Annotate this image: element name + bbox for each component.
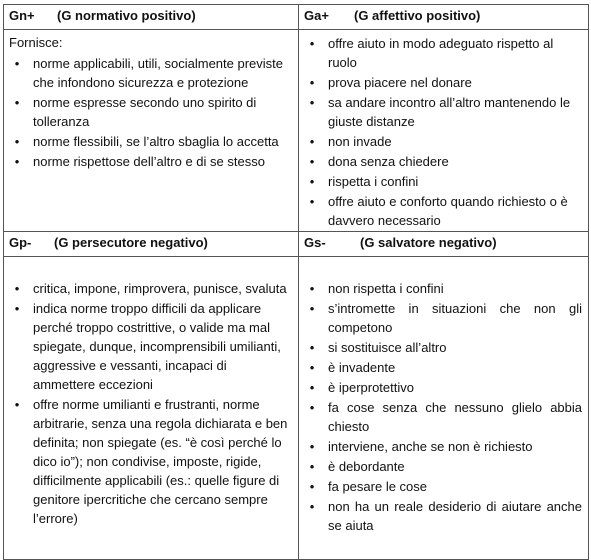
bullet-icon: •: [309, 459, 315, 474]
list-item: [304, 358, 582, 377]
code-gp: Gp-: [9, 235, 32, 250]
list-item-text: è debordante: [328, 459, 405, 474]
header-cell-gn: [4, 5, 299, 30]
list-item-text: fa cose senza che nessuno glielo abbia chiesto: [328, 400, 582, 434]
bullet-icon: •: [14, 56, 20, 71]
bullet-icon: •: [309, 340, 315, 355]
header-row-negative: [4, 232, 589, 257]
list-item: [304, 437, 582, 456]
list-item: [304, 73, 582, 92]
list-item: [304, 172, 582, 191]
title-gn: (G normativo positivo): [57, 8, 196, 23]
list-item: [304, 457, 582, 476]
list-item-text: rispetta i confini: [328, 174, 419, 189]
list-item-text: è iperprotettivo: [328, 380, 414, 395]
code-ga: Ga+: [304, 8, 329, 23]
list-item: [9, 299, 292, 394]
header-cell-ga: [299, 5, 589, 30]
list-item: [304, 497, 582, 535]
bullet-icon: •: [14, 301, 20, 316]
list-item: [304, 34, 582, 72]
header-cell-gs: [299, 232, 589, 257]
cell-ga: [299, 30, 589, 232]
cell-gs: [299, 257, 589, 560]
list-gs: [304, 279, 582, 535]
list-item-text: non rispetta i confini: [328, 281, 444, 296]
header-cell-gp: [4, 232, 299, 257]
list-item: [304, 338, 582, 357]
parent-ego-state-table: [3, 4, 589, 560]
list-item: [304, 279, 582, 298]
list-item: [304, 192, 582, 230]
body-row-positive: [4, 30, 589, 232]
list-item: [9, 132, 292, 151]
bullet-icon: •: [309, 400, 315, 415]
title-gp: (G persecutore negativo): [54, 235, 208, 250]
code-gs: Gs-: [304, 235, 326, 250]
bullet-icon: •: [14, 95, 20, 110]
bullet-icon: •: [14, 397, 20, 412]
bullet-icon: •: [309, 439, 315, 454]
bullet-icon: •: [309, 360, 315, 375]
list-gp: [9, 279, 292, 528]
list-item-text: indica norme troppo difficili da applicare perché troppo costrittive, o valide ma mal spiegate, dunque, incomprensibili umilianti, aggressive e vessanti, incapaci di ammettere eccezioni: [33, 301, 281, 392]
list-item: [9, 93, 292, 131]
list-item: [304, 378, 582, 397]
bullet-icon: •: [14, 134, 20, 149]
bullet-icon: •: [309, 380, 315, 395]
list-item: [9, 395, 292, 528]
bullet-icon: •: [14, 281, 20, 296]
bullet-icon: •: [309, 499, 315, 514]
cell-gn: [4, 30, 299, 232]
list-item-text: offre norme umilianti e frustranti, norme arbitrarie, senza una regola dichiarata e ben definita; non spiegate (es. “è così perché lo dico io”); non condivise, imposte, rigide, difficilmente applicabili (es.: quelle figure di genitore ipercritiche che cercano sempre l’errore): [33, 397, 288, 526]
title-gs: (G salvatore negativo): [360, 235, 497, 250]
list-item-text: è invadente: [328, 360, 396, 375]
list-item: [9, 279, 292, 298]
list-item-text: norme flessibili, se l’altro sbaglia lo accetta: [33, 134, 279, 149]
list-item: [9, 54, 292, 92]
bullet-icon: •: [14, 154, 20, 169]
bullet-icon: •: [309, 301, 315, 316]
list-item-text: non ha un reale desiderio di aiutare anche se aiuta: [328, 499, 582, 533]
list-item: [9, 152, 292, 171]
list-item-text: sa andare incontro all’altro mantenendo le giuste distanze: [328, 95, 571, 129]
header-row-positive: [4, 5, 589, 30]
list-item-text: dona senza chiedere: [328, 154, 449, 169]
list-item-text: s’intromette in situazioni che non gli competono: [328, 301, 582, 335]
list-item: [304, 477, 582, 496]
list-item-text: critica, impone, rimprovera, punisce, svaluta: [33, 281, 287, 296]
list-item: [304, 93, 582, 131]
list-item-text: si sostituisce all’altro: [328, 340, 447, 355]
bullet-icon: •: [309, 75, 315, 90]
list-item: [304, 398, 582, 436]
list-item-text: offre aiuto in modo adeguato rispetto al ruolo: [328, 36, 554, 70]
list-item: [304, 152, 582, 171]
list-item-text: offre aiuto e conforto quando richiesto o è davvero necessario: [328, 194, 568, 228]
intro-text: Fornisce:: [9, 35, 63, 50]
list-ga: [304, 34, 582, 230]
bullet-icon: •: [309, 36, 315, 51]
bullet-icon: •: [309, 281, 315, 296]
list-item-text: norme espresse secondo uno spirito di tolleranza: [33, 95, 257, 129]
list-item-text: prova piacere nel donare: [328, 75, 472, 90]
list-item: [304, 299, 582, 337]
code-gn: Gn+: [9, 8, 35, 23]
list-item-text: norme applicabili, utili, socialmente previste che infondono sicurezza e protezione: [33, 56, 284, 90]
list-item-text: norme rispettose dell’altro e di se stesso: [33, 154, 265, 169]
list-item: [304, 132, 582, 151]
title-ga: (G affettivo positivo): [354, 8, 481, 23]
body-row-negative: [4, 257, 589, 560]
list-gn: [9, 54, 292, 171]
bullet-icon: •: [309, 174, 315, 189]
bullet-icon: •: [309, 134, 315, 149]
bullet-icon: •: [309, 194, 315, 209]
list-item-text: fa pesare le cose: [328, 479, 428, 494]
list-item-text: interviene, anche se non è richiesto: [328, 439, 533, 454]
bullet-icon: •: [309, 479, 315, 494]
list-item-text: non invade: [328, 134, 392, 149]
bullet-icon: •: [309, 154, 315, 169]
cell-gp: [4, 257, 299, 560]
bullet-icon: •: [309, 95, 315, 110]
